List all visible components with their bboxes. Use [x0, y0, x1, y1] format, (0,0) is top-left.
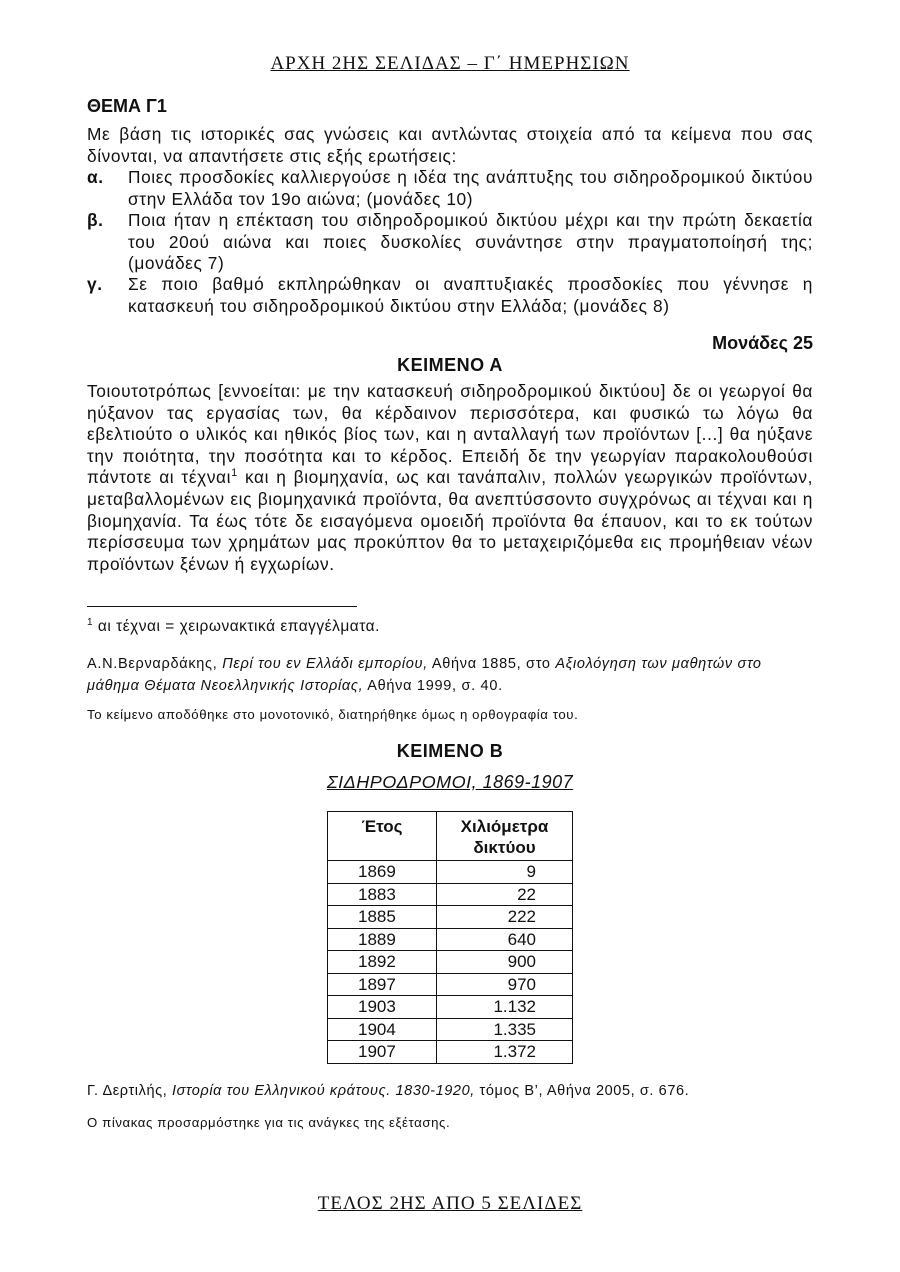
table-row: [328, 973, 573, 996]
text-a-source: [87, 653, 813, 697]
text-b-source: [87, 1083, 689, 1099]
km-cell: 1.132: [437, 996, 573, 1019]
question-text: Σε ποιο βαθμό εκπληρώθηκαν οι αναπτυξιακές προσδοκίες που γέννησε η κατασκευή του σιδηροδρομικού δικτύου στην Ελλάδα; (μονάδες 8): [128, 274, 813, 316]
km-cell: 22: [437, 883, 573, 906]
text-a-part2: και η βιομηχανία, ως και τανάπαλιν, πολλών γεωργικών προϊόντων, μεταβαλλομένων εις βιομηχανικά προϊόντα, θα ανεπτύσσοντο συγχρόνως αι τέχναι και η βιομηχανία. Τα έως τότε δε εισαγόμενα ομοειδή προϊόντα θα έπαυον, και το εκ τούτων περίσσευμα των χρημάτων μας προκύπτον θα το μεταχειριζόμεθα εις προμήθειαν νέων προϊόντων ξένων ή εγχωρίων.: [87, 467, 813, 574]
table-row: [328, 1041, 573, 1064]
footnote-divider: [87, 606, 357, 607]
question-text: Ποιες προσδοκίες καλλιεργούσε η ιδέα της ανάπτυξης του σιδηροδρομικού δικτύου στην Ελλάδα τον 19ο αιώνα; (μονάδες 10): [128, 167, 813, 209]
footnote-marker: 1: [231, 467, 238, 480]
year-cell: 1907: [328, 1041, 437, 1064]
table-row: [328, 883, 573, 906]
source-book: Αξιολόγηση των μαθητών στο μάθημα Θέματα Νεοελληνικής Ιστορίας,: [87, 656, 762, 694]
source-author: Α.Ν.Βερναρδάκης,: [87, 656, 223, 672]
col-year-header: Έτος: [328, 812, 437, 861]
km-cell: 1.372: [437, 1041, 573, 1064]
year-cell: 1885: [328, 906, 437, 929]
year-cell: 1869: [328, 861, 437, 884]
source-author: Γ. Δερτιλής,: [87, 1083, 172, 1099]
source-mid: Αθήνα 1885, στο: [427, 656, 556, 672]
table-row: [328, 996, 573, 1019]
source-end: τόμος Β’, Αθήνα 2005, σ. 676.: [474, 1083, 690, 1099]
footnote: [87, 618, 380, 636]
table-row: [328, 928, 573, 951]
source-work: Περί του εν Ελλάδι εμπορίου,: [222, 656, 428, 672]
km-cell: 9: [437, 861, 573, 884]
table-row: [328, 1018, 573, 1041]
question-c: [87, 274, 813, 317]
question-letter: γ.: [87, 274, 103, 294]
page-header: ΑΡΧΗ 2ΗΣ ΣΕΛΙΔΑΣ – Γ΄ ΗΜΕΡΗΣΙΩΝ: [270, 53, 630, 74]
footnote-number: 1: [87, 617, 94, 628]
question-b: [87, 210, 813, 275]
year-cell: 1883: [328, 883, 437, 906]
km-cell: 1.335: [437, 1018, 573, 1041]
table-row: [328, 906, 573, 929]
table-title: ΣΙΔΗΡΟΔΡΟΜΟΙ, 1869-1907: [326, 772, 574, 792]
text-a-title: ΚΕΙΜΕΝΟ Α: [397, 355, 503, 375]
km-cell: 970: [437, 973, 573, 996]
table-row: [328, 861, 573, 884]
km-cell: 640: [437, 928, 573, 951]
question-text: Ποια ήταν η επέκταση του σιδηροδρομικού δικτύου μέχρι και την πρώτη δεκαετία του 20ού αιώνα και ποιες δυσκολίες συνάντησε στην πραγματοποίησή της; (μονάδες 7): [128, 210, 813, 274]
footnote-text: αι τέχναι = χειρωνακτικά επαγγέλματα.: [93, 618, 380, 635]
theme-title: ΘΕΜΑ Γ1: [87, 96, 167, 116]
km-cell: 222: [437, 906, 573, 929]
text-a-part1: Τοιουτοτρόπως [εννοείται: με την κατασκευή σιδηροδρομικού δικτύου] δε οι γεωργοί θα ηύξανον τας εργασίας των, θα κέρδαινον περισσότερα, και φυσικώ τω λόγω θα εβελτιούτο ο υλικός και ηθικός βίος των, και η ανταλλαγή των προϊόντων [...] θα ηύξανε την ποιότητα, την ποσότητα και το κέρδος. Επειδή δε την γεωργίαν παρακολουθούσι πάντοτε αι τέχναι: [87, 381, 813, 488]
railway-table: [327, 811, 573, 1064]
question-letter: β.: [87, 210, 104, 230]
question-letter: α.: [87, 167, 104, 187]
total-points: Μονάδες 25: [712, 333, 813, 353]
theme-intro: Με βάση τις ιστορικές σας γνώσεις και αντλώντας στοιχεία από τα κείμενα που σας δίνονται, να απαντήσετε στις εξής ερωτήσεις:: [87, 124, 813, 166]
table-body: [328, 861, 573, 1064]
year-cell: 1904: [328, 1018, 437, 1041]
table-header-row: [328, 812, 573, 861]
text-b-title: ΚΕΙΜΕΝΟ Β: [396, 741, 504, 761]
table-row: [328, 951, 573, 974]
km-cell: 900: [437, 951, 573, 974]
text-b-note: Ο πίνακας προσαρμόστηκε για τις ανάγκες της εξέτασης.: [87, 1115, 451, 1130]
question-a: [87, 167, 813, 210]
year-cell: 1889: [328, 928, 437, 951]
text-a-body: [87, 381, 813, 575]
text-a-note: Το κείμενο αποδόθηκε στο μονοτονικό, διατηρήθηκε όμως η ορθογραφία του.: [87, 707, 579, 722]
source-work: Ιστορία του Ελληνικού κράτους. 1830-1920,: [171, 1083, 475, 1099]
page-footer: ΤΕΛΟΣ 2ΗΣ ΑΠΟ 5 ΣΕΛΙΔΕΣ: [317, 1193, 583, 1214]
col-km-header: Χιλιόμετρα δικτύου: [437, 812, 573, 861]
year-cell: 1892: [328, 951, 437, 974]
source-end: Αθήνα 1999, σ. 40.: [363, 678, 503, 694]
year-cell: 1903: [328, 996, 437, 1019]
year-cell: 1897: [328, 973, 437, 996]
